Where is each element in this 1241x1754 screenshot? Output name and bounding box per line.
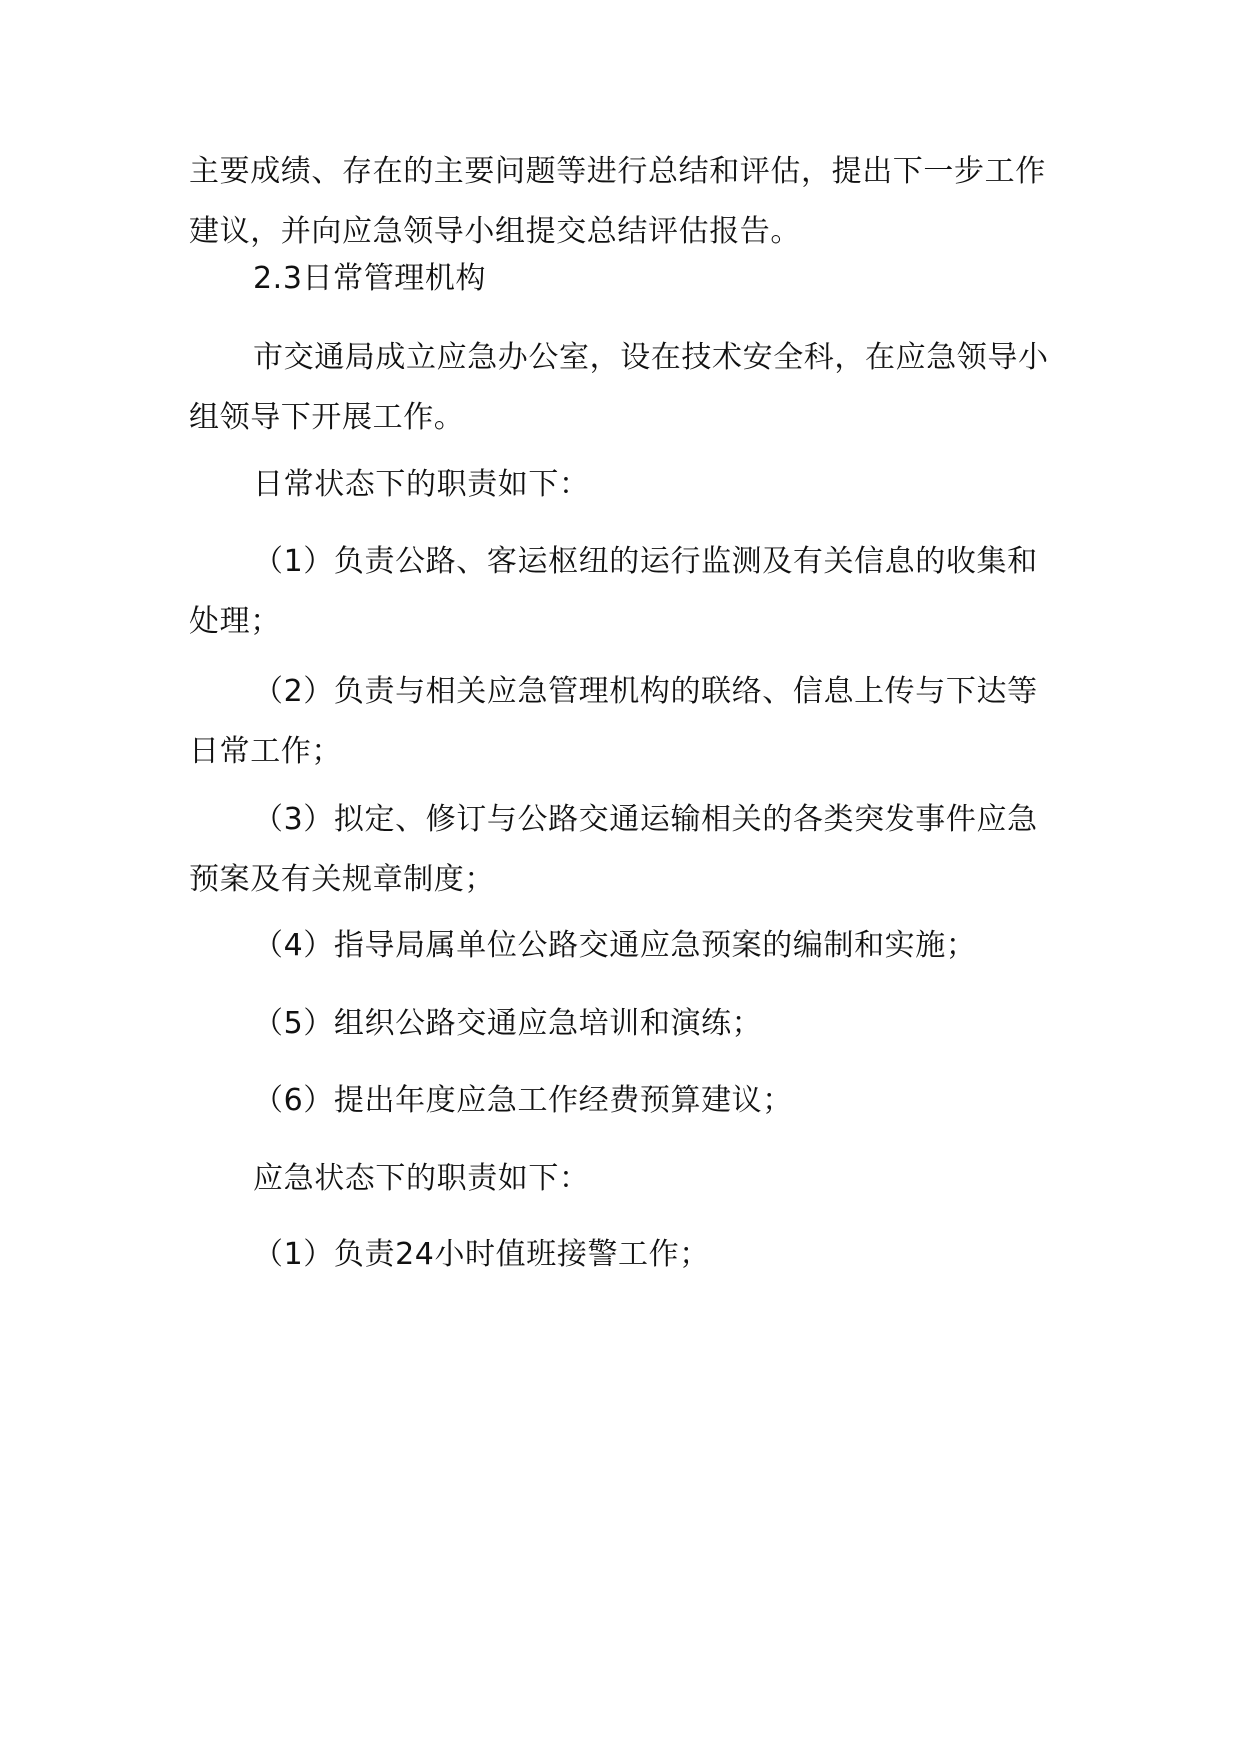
list-item-routine-1: （1）负责公路、客运枢纽的运行监测及有关信息的收集和处理； bbox=[189, 544, 1038, 639]
list-item-emergency-1: （1）负责24小时值班接警工作； bbox=[253, 1237, 710, 1272]
list-item-routine-4: （4）指导局属单位公路交通应急预案的编制和实施； bbox=[253, 928, 977, 963]
list-item-routine-3: （3）拟定、修订与公路交通运输相关的各类突发事件应急预案及有关规章制度； bbox=[189, 802, 1038, 897]
paragraph-emergency-duties-heading: 应急状态下的职责如下： bbox=[253, 1161, 590, 1196]
list-item-routine-5: （5）组织公路交通应急培训和演练； bbox=[253, 1006, 763, 1041]
paragraph-emergency-office: 市交通局成立应急办公室，设在技术安全科，在应急领导小组领导下开展工作。 bbox=[189, 340, 1049, 435]
section-heading-2-3: 2.3日常管理机构 bbox=[253, 261, 487, 296]
list-item-routine-6: （6）提出年度应急工作经费预算建议； bbox=[253, 1083, 793, 1118]
list-item-routine-2: （2）负责与相关应急管理机构的联络、信息上传与下达等日常工作； bbox=[189, 674, 1038, 769]
paragraph-routine-duties-heading: 日常状态下的职责如下： bbox=[253, 467, 590, 502]
paragraph-summary-continuation: 主要成绩、存在的主要问题等进行总结和评估，提出下一步工作建议，并向应急领导小组提交总结评估报告。 bbox=[189, 154, 1046, 249]
